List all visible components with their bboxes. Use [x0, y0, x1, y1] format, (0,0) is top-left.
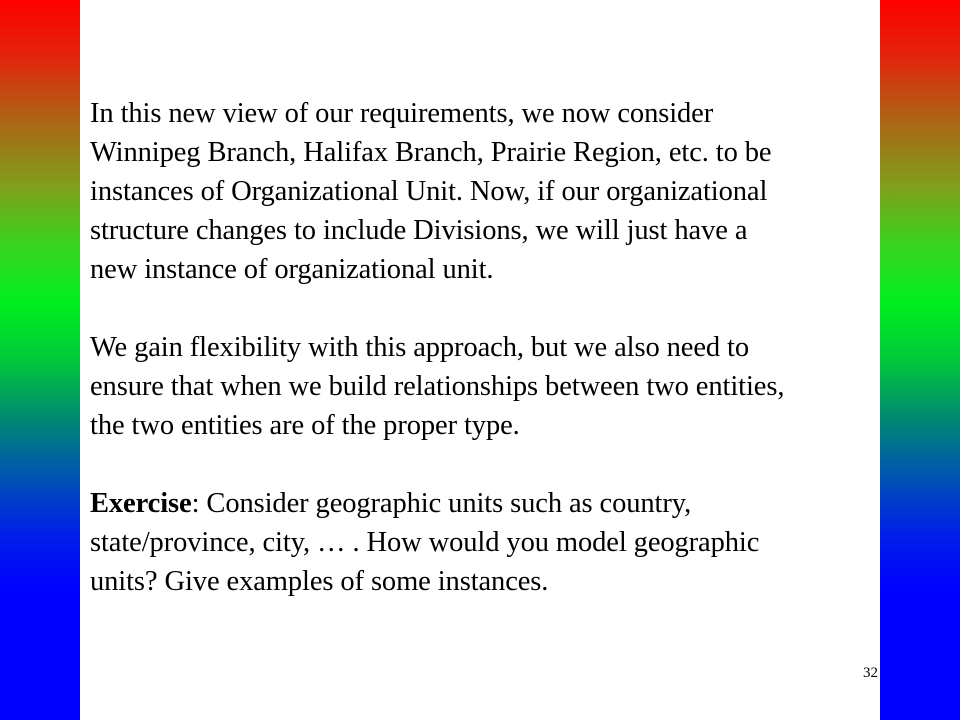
paragraph-exercise	[90, 484, 880, 601]
page-number: 32	[863, 665, 878, 681]
text-line: ensure that when we build relationships between two entities,	[90, 371, 785, 402]
text-line	[90, 484, 880, 523]
paragraph-organizational-unit	[90, 94, 880, 289]
text-line: instances of Organizational Unit. Now, if our organizational	[90, 176, 768, 207]
text-line: Winnipeg Branch, Halifax Branch, Prairie Region, etc. to be	[90, 137, 772, 168]
paragraph-flexibility	[90, 328, 880, 445]
text-line: the two entities are of the proper type.	[90, 410, 520, 441]
text-line: new instance of organizational unit.	[90, 254, 494, 285]
text-line: We gain flexibility with this approach, but we also need to	[90, 332, 750, 363]
text-line: units? Give examples of some instances.	[90, 566, 549, 597]
text-line: structure changes to include Divisions, we will just have a	[90, 215, 748, 246]
text-line: state/province, city, … . How would you model geographic	[90, 527, 760, 558]
exercise-label: Exercise	[90, 488, 192, 519]
right-gradient-bar	[880, 0, 960, 720]
text-line: In this new view of our requirements, we now consider	[90, 98, 714, 129]
slide-body	[90, 94, 880, 640]
left-gradient-bar	[0, 0, 80, 720]
exercise-text: : Consider geographic units such as country,	[191, 488, 692, 519]
